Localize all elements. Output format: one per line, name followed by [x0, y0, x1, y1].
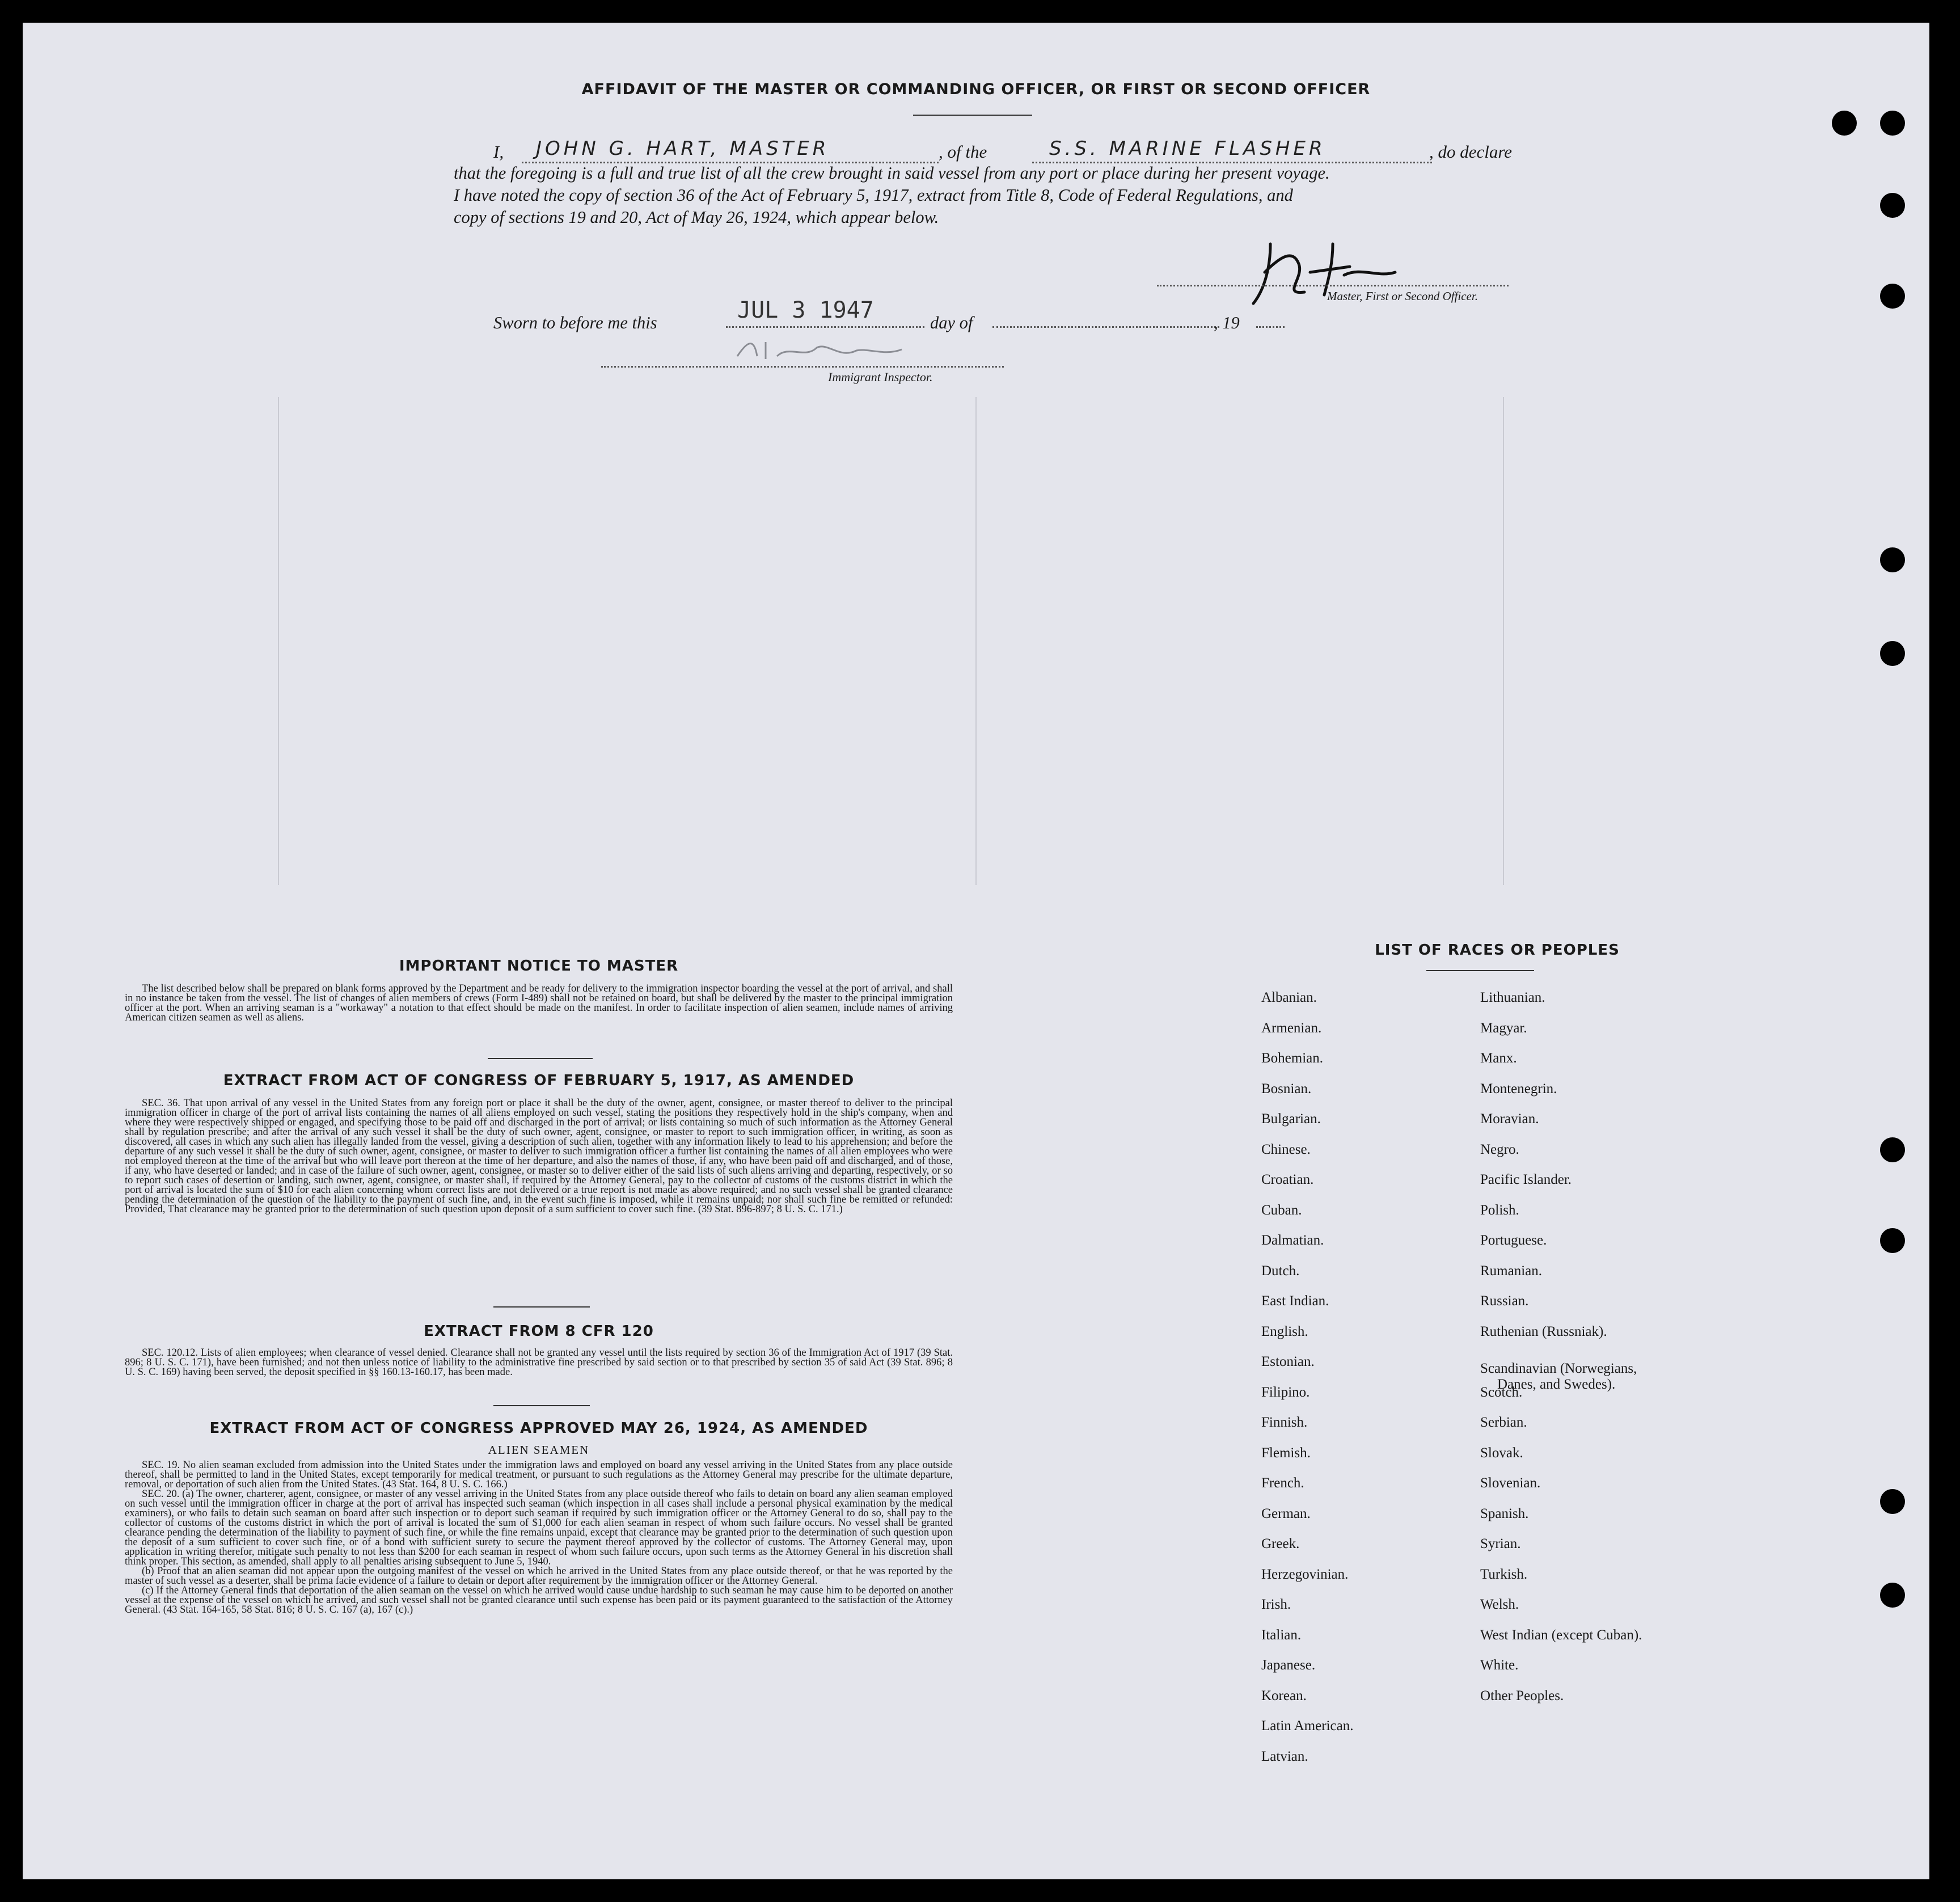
inspector-signature [732, 334, 913, 368]
signature-blank-line [1157, 285, 1509, 286]
race-item: Japanese. [1261, 1658, 1316, 1673]
extract-1917-title: EXTRACT FROM ACT OF CONGRESS OF FEBRUARY 5, 1917, AS AMENDED [223, 1072, 855, 1089]
race-item: Magyar. [1480, 1020, 1527, 1036]
race-item: Bosnian. [1261, 1081, 1312, 1097]
do-declare-text: , do declare [1429, 142, 1513, 162]
sec-20c-text: (c) If the Attorney General finds that deportation of the alien seaman on the vessel on which he arrived would cause undue hardship to such seaman he may cause him to be deported on another vessel at the expense of the vessel on which he arrived, and such vessel shall not be granted clearance until such expense has been paid or its payment guaranteed to the satisfaction of the Attorney General. (43 Stat. 164-165, 58 Stat. 816; 8 U. S. C. 167 (a), 167 (c).) [125, 1585, 953, 1616]
race-item: Dalmatian. [1261, 1233, 1324, 1248]
notice-text: The list described below shall be prepared on blank forms approved by the Department and be ready for delivery to the immigration inspector boarding the vessel at the port of arrival, and shall in no instance be taken from the vessel. The list of changes of alien members of crews (Form I-489) shall not be retained on board, but shall be delivered by the master to the principal immigration officer at the port. When an arriving seaman is a "workaway" a notation to that effect should be made on the manifest. In order to facilitate inspection of alien seamen, include names of arriving American citizen seamen as well as aliens. [125, 983, 953, 1023]
race-item: French. [1261, 1475, 1304, 1491]
punch-hole [1832, 111, 1857, 136]
race-item: Syrian. [1480, 1536, 1521, 1551]
inspector-blank-line [601, 366, 1004, 368]
punch-hole [1880, 284, 1905, 309]
extract-cfr-title: EXTRACT FROM 8 CFR 120 [424, 1323, 654, 1340]
race-item: Slovak. [1480, 1445, 1523, 1461]
affidavit-line-3: I have noted the copy of section 36 of the Act of February 5, 1917, extract from Title 8, Code of Federal Regulations, and [454, 185, 1293, 205]
race-item: Albanian. [1261, 990, 1317, 1005]
affidavit-title: AFFIDAVIT OF THE MASTER OR COMMANDING OFFICER, OR FIRST OR SECOND OFFICER [581, 81, 1371, 98]
race-item: Danes, and Swedes). [1497, 1377, 1616, 1392]
race-item: Pacific Islander. [1480, 1172, 1572, 1187]
date-blank-line [726, 326, 924, 328]
vessel-name-field: S.S. MARINE FLASHER [1049, 137, 1326, 160]
sec-120-text: SEC. 120.12. Lists of alien employees; when clearance of vessel denied. Clearance shall not be granted any vessel until the lists required by section 36 of the Immigration Act of 1917 (39 Stat. 896; 8 U. S. C. 171), have been furnished; and not then unless notice of liability to the administrative fine prescribed by said section or to that prescribed by section 35 of said Act (39 Stat. 896; 8 U. S. C. 169) having been served, the deposit specified in §§ 160.13-160.17, has been made. [125, 1347, 953, 1378]
notice-title: IMPORTANT NOTICE TO MASTER [399, 958, 679, 975]
sec-20b-text: (b) Proof that an alien seaman did not appear upon the outgoing manifest of the vessel on which he arrived in the United States from any place outside thereof, or that he was reported by the master of such vessel as a deserter, shall be prima facie evidence of a failure to detain or deport after requirement by the immigration officer or the Attorney General. [125, 1566, 953, 1587]
affidavit-line-4: copy of sections 19 and 20, Act of May 26, 1924, which appear below. [454, 208, 939, 227]
race-item: Moravian. [1480, 1111, 1539, 1127]
day-of-text: day of [930, 313, 973, 332]
race-item: Irish. [1261, 1597, 1291, 1612]
sworn-text: Sworn to before me this [493, 313, 657, 332]
race-item: Korean. [1261, 1688, 1307, 1703]
sec-20a-text: SEC. 20. (a) The owner, charterer, agent, consignee, or master of any vessel arriving in the United States from any place outside thereof who fails to detain on board any alien seaman employed on such vessel until the immigration officer in charge at the port of arrival has inspected such seaman (which inspection in all cases shall include a personal physical examination by the medical examiners), or who fails to detain such seaman on board after such inspection or to deport such seaman if required by such immigration officer or the Attorney General to do so, shall pay to the collector of customs of the customs district in which the port of arrival is located the sum of $1,000 for each alien seaman in respect of whom such failure occurs. No vessel shall be granted clearance pending the determination of the liability to payment of such fine, or while the fine remains unpaid, except that clearance may be granted prior to the determination of such question upon the deposit of a sum sufficient to cover such fine, or of a bond with sufficient surety to secure the payment thereof approved by the collector of customs. The Attorney General may, upon application in writing therefor, mitigate such penalty to not less than $200 for each seaman in respect of whom such failure occurs, upon such terms as the Attorney General in his discretion shall think proper. This section, as amended, shall apply to all penalties arising subsequent to June 5, 1940. [125, 1488, 953, 1567]
race-item: German. [1261, 1505, 1311, 1521]
race-item: Flemish. [1261, 1445, 1311, 1461]
punch-hole [1880, 1583, 1905, 1608]
race-item: Latin American. [1261, 1718, 1354, 1734]
punch-hole [1880, 1228, 1905, 1253]
section-divider [493, 1405, 590, 1406]
crease-line [278, 397, 279, 885]
race-item: Scandinavian (Norwegians, [1480, 1361, 1637, 1376]
race-item: Russian. [1480, 1293, 1529, 1309]
race-item: Scotch. [1480, 1384, 1523, 1400]
race-item: Rumanian. [1480, 1263, 1543, 1279]
extract-cfr-body [125, 1348, 953, 1377]
crease-line [1503, 397, 1504, 885]
master-name-field: JOHN G. HART, MASTER [536, 137, 830, 160]
month-blank-line [992, 326, 1219, 328]
race-item: West Indian (except Cuban). [1480, 1627, 1642, 1643]
race-item: Montenegrin. [1480, 1081, 1557, 1097]
race-item: White. [1480, 1658, 1519, 1673]
race-item: Serbian. [1480, 1415, 1527, 1430]
punch-hole [1880, 111, 1905, 136]
notice-body [125, 984, 953, 1023]
race-item: Negro. [1480, 1141, 1519, 1157]
race-item: Lithuanian. [1480, 990, 1545, 1005]
race-item: English. [1261, 1323, 1308, 1339]
sec-19-text: SEC. 19. No alien seaman excluded from admission into the United States under the immigration laws and employed on board any vessel arriving in the United States from any place outside thereof, shall be permitted to land in the United States, except temporarily for medical treatment, or pursuant to such regulations as the Attorney General may prescribe for the ultimate departure, removal, or deportation of such alien from the United States. (43 Stat. 164, 8 U. S. C. 166.) [125, 1460, 953, 1490]
date-stamp: JUL 3 1947 [737, 297, 874, 323]
races-title: LIST OF RACES OR PEOPLES [1375, 942, 1620, 959]
race-item: Latvian. [1261, 1748, 1308, 1764]
title-divider [913, 115, 1032, 116]
race-item: Polish. [1480, 1202, 1519, 1218]
affidavit-i: I, [493, 142, 504, 162]
sec-36-text: SEC. 36. That upon arrival of any vessel in the United States from any foreign port or place it shall be the duty of the owner, agent, consignee, or master thereof to deliver to the principal immigration officer in charge of the port of arrival lists containing the names of all aliens employed on such vessel, stating the positions they respectively hold in the ship's company, when and where they were respectively shipped or engaged, and specifying those to be paid off and discharged in the port of arrival; or lists containing so much of such information as the Attorney General shall by regulation prescribe; and after the arrival of any such vessel it shall be the duty of such owner, agent, consignee, or master to report to such immigration officer, in writing, as soon as discovered, all cases in which any such alien has illegally landed from the vessel, giving a description of such alien, together with any information likely to lead to his apprehension; and before the departure of any such vessel it shall be the duty of such owner, agent, consignee, or master to deliver to such immigration officer a further list containing the names of all alien employees who were not employed thereon at the time of the arrival but who will leave port thereon at the time of her departure, and also the names of those, if any, who have been paid off and discharged, and of those, if any, who have deserted or landed; and in case of the failure of such owner, agent, consignee, or master so to deliver either of the said lists of such aliens arriving and departing, respectively, or so to report such cases of desertion or landing, such owner, agent, consignee, or master shall, if required by the Attorney General, pay to the collector of customs of the customs district in which the port of arrival is located the sum of $10 for each alien concerning whom correct lists are not delivered or a true report is not made as above required; and no such vessel shall be granted clearance pending the determination of the question of the liability to the payment of such fine, and, in the event such fine is imposed, while it remains unpaid; nor shall such fine be remitted or refunded: Provided, That clearance may be granted prior to the determination of such question upon deposit of a sum sufficient to cover such fine. (39 Stat. 896-897; 8 U. S. C. 171.) [125, 1098, 953, 1215]
race-item: Greek. [1261, 1536, 1300, 1551]
inspector-caption: Immigrant Inspector. [828, 370, 933, 384]
extract-1924-body [125, 1461, 953, 1615]
extract-1917-body [125, 1099, 953, 1214]
race-item: Chinese. [1261, 1141, 1311, 1157]
race-item: Spanish. [1480, 1505, 1529, 1521]
crease-line [975, 397, 977, 885]
race-item: Bohemian. [1261, 1051, 1324, 1066]
race-item: Manx. [1480, 1051, 1517, 1066]
race-item: Ruthenian (Russniak). [1480, 1323, 1607, 1339]
of-the-text: , of the [939, 142, 987, 162]
race-item: East Indian. [1261, 1293, 1329, 1309]
punch-hole [1880, 1489, 1905, 1514]
punch-hole [1880, 1137, 1905, 1162]
race-item: Other Peoples. [1480, 1688, 1564, 1703]
races-divider [1426, 970, 1534, 971]
race-item: Portuguese. [1480, 1233, 1547, 1248]
race-item: Croatian. [1261, 1172, 1314, 1187]
race-item: Armenian. [1261, 1020, 1322, 1036]
punch-hole [1880, 641, 1905, 666]
section-divider [493, 1306, 590, 1308]
race-item: Filipino. [1261, 1384, 1310, 1400]
race-item: Turkish. [1480, 1566, 1528, 1582]
year-blank-line [1256, 326, 1285, 328]
affidavit-line-2: that the foregoing is a full and true list of all the crew brought in said vessel from any port or place during her present voyage. [454, 163, 1330, 183]
section-divider [488, 1058, 593, 1059]
race-item: Bulgarian. [1261, 1111, 1321, 1127]
race-item: Estonian. [1261, 1354, 1315, 1369]
race-item: Herzegovinian. [1261, 1566, 1349, 1582]
year-prefix: , 19 [1214, 313, 1240, 332]
extract-1924-title: EXTRACT FROM ACT OF CONGRESS APPROVED MAY 26, 1924, AS AMENDED [209, 1420, 868, 1437]
race-item: Slovenian. [1480, 1475, 1541, 1491]
master-caption: Master, First or Second Officer. [1327, 289, 1478, 303]
punch-hole [1880, 547, 1905, 572]
punch-hole [1880, 193, 1905, 218]
alien-seamen-subtitle: ALIEN SEAMEN [488, 1443, 590, 1457]
form-page [23, 23, 1929, 1879]
race-item: Dutch. [1261, 1263, 1300, 1279]
race-item: Welsh. [1480, 1597, 1519, 1612]
race-item: Cuban. [1261, 1202, 1302, 1218]
race-item: Italian. [1261, 1627, 1302, 1643]
race-item: Finnish. [1261, 1415, 1308, 1430]
